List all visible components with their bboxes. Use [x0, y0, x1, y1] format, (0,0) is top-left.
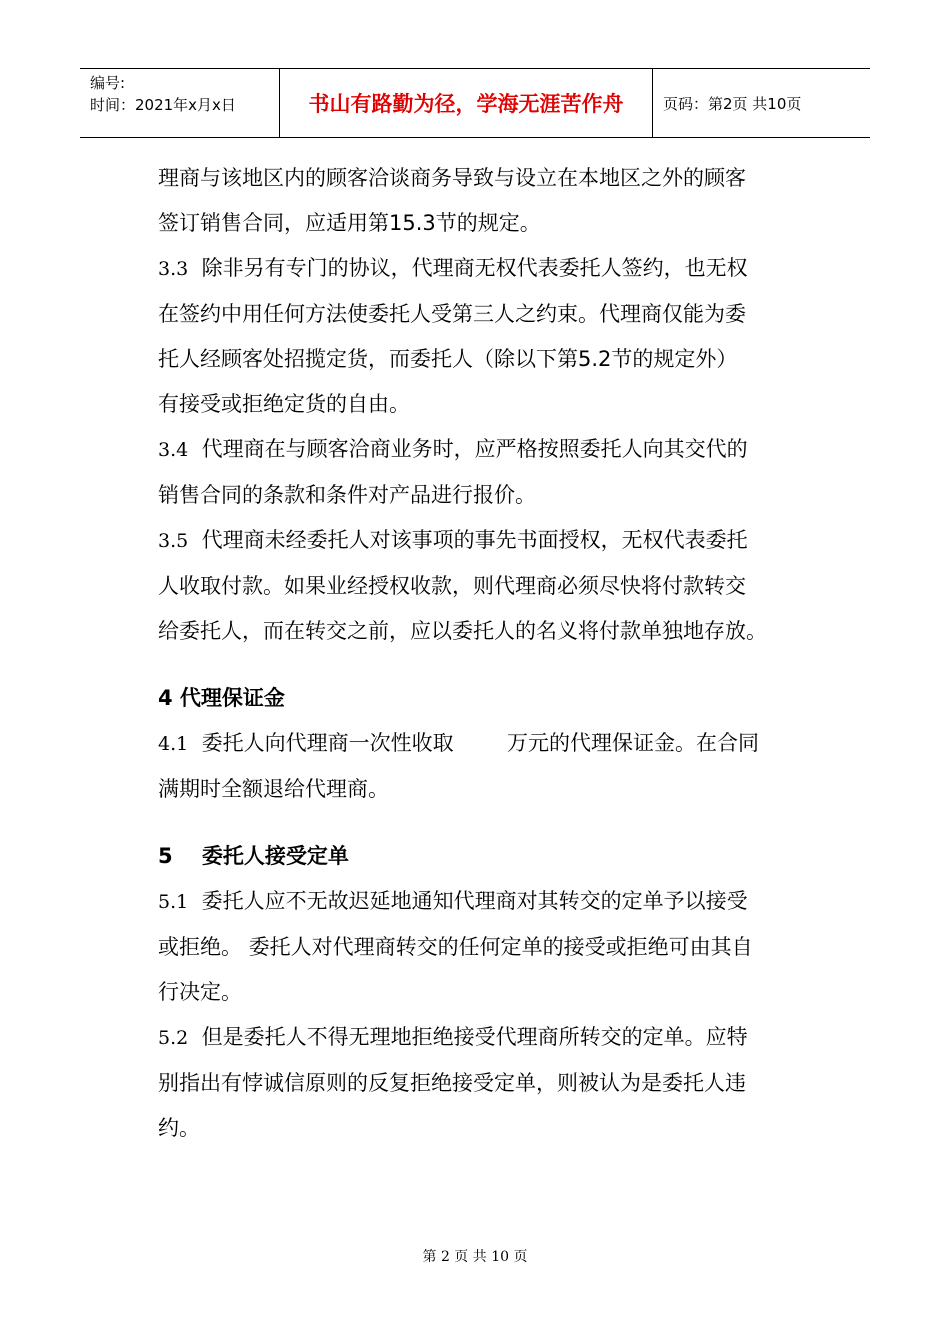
number-label: 编号:	[90, 74, 126, 92]
text-line: 别指出有悖诚信原则的反复拒绝接受定单，则被认为是委托人违	[158, 1071, 746, 1095]
document-body	[158, 156, 798, 1151]
clause-3-5	[158, 518, 798, 564]
clause-3-3	[158, 246, 798, 292]
header-motto: 书山有路勤为径，学海无涯苦作舟	[280, 69, 653, 137]
page-header	[80, 68, 870, 138]
text-line: 有接受或拒绝定货的自由。	[158, 392, 410, 416]
clause-text: 除非另有专门的协议，代理商无权代表委托人签约，也无权	[201, 256, 748, 280]
clause-number: 5.1	[158, 891, 189, 913]
text-line: 或拒绝。 委托人对代理商转交的任何定单的接受或拒绝可由其自	[158, 935, 753, 959]
spacer	[158, 812, 798, 834]
text-line: 满期时全额退给代理商。	[158, 777, 389, 801]
clause-number: 3.4	[158, 439, 189, 461]
section-5-title: 5 委托人接受定单	[158, 844, 349, 868]
clause-5-2	[158, 1015, 798, 1061]
clause-4-1	[158, 721, 798, 767]
text-line: 给委托人，而在转交之前，应以委托人的名义将付款单独地存放。	[158, 619, 767, 643]
header-meta	[80, 69, 280, 137]
clause-text: 委托人应不无故迟延地通知代理商对其转交的定单予以接受	[201, 889, 748, 913]
text-line: 签订销售合同，应适用第15.3节的规定。	[158, 211, 541, 235]
clause-number: 3.5	[158, 530, 189, 552]
text-line: 理商与该地区内的顾客洽谈商务导致与设立在本地区之外的顾客	[158, 166, 746, 190]
clause-3-4	[158, 427, 798, 473]
clause-text: 委托人向代理商一次性收取 万元的代理保证金。在合同	[201, 731, 759, 755]
section-4-title: 4 代理保证金	[158, 686, 285, 710]
text-line: 销售合同的条款和条件对产品进行报价。	[158, 483, 536, 507]
text-line: 人收取付款。如果业经授权收款，则代理商必须尽快将付款转交	[158, 574, 746, 598]
clause-text: 但是委托人不得无理地拒绝接受代理商所转交的定单。应特	[201, 1025, 748, 1049]
clause-5-1	[158, 879, 798, 925]
header-page-info: 页码：第2页 共10页	[663, 94, 802, 113]
text-line: 行决定。	[158, 980, 242, 1004]
text-line: 约。	[158, 1116, 200, 1140]
clause-text: 代理商在与顾客洽商业务时，应严格按照委托人向其交代的	[201, 437, 748, 461]
clause-number: 4.1	[158, 733, 189, 755]
text-line: 在签约中用任何方法使委托人受第三人之约束。代理商仅能为委	[158, 302, 746, 326]
page-footer: 第 2 页 共 10 页	[422, 1249, 528, 1265]
text-line: 托人经顾客处招揽定货，而委托人（除以下第5.2节的规定外）	[158, 347, 738, 371]
date-label: 时间：2021年x月x日	[90, 96, 236, 114]
clause-number: 3.3	[158, 258, 189, 280]
clause-text: 代理商未经委托人对该事项的事先书面授权，无权代表委托	[201, 528, 748, 552]
clause-number: 5.2	[158, 1027, 189, 1049]
spacer	[158, 654, 798, 676]
